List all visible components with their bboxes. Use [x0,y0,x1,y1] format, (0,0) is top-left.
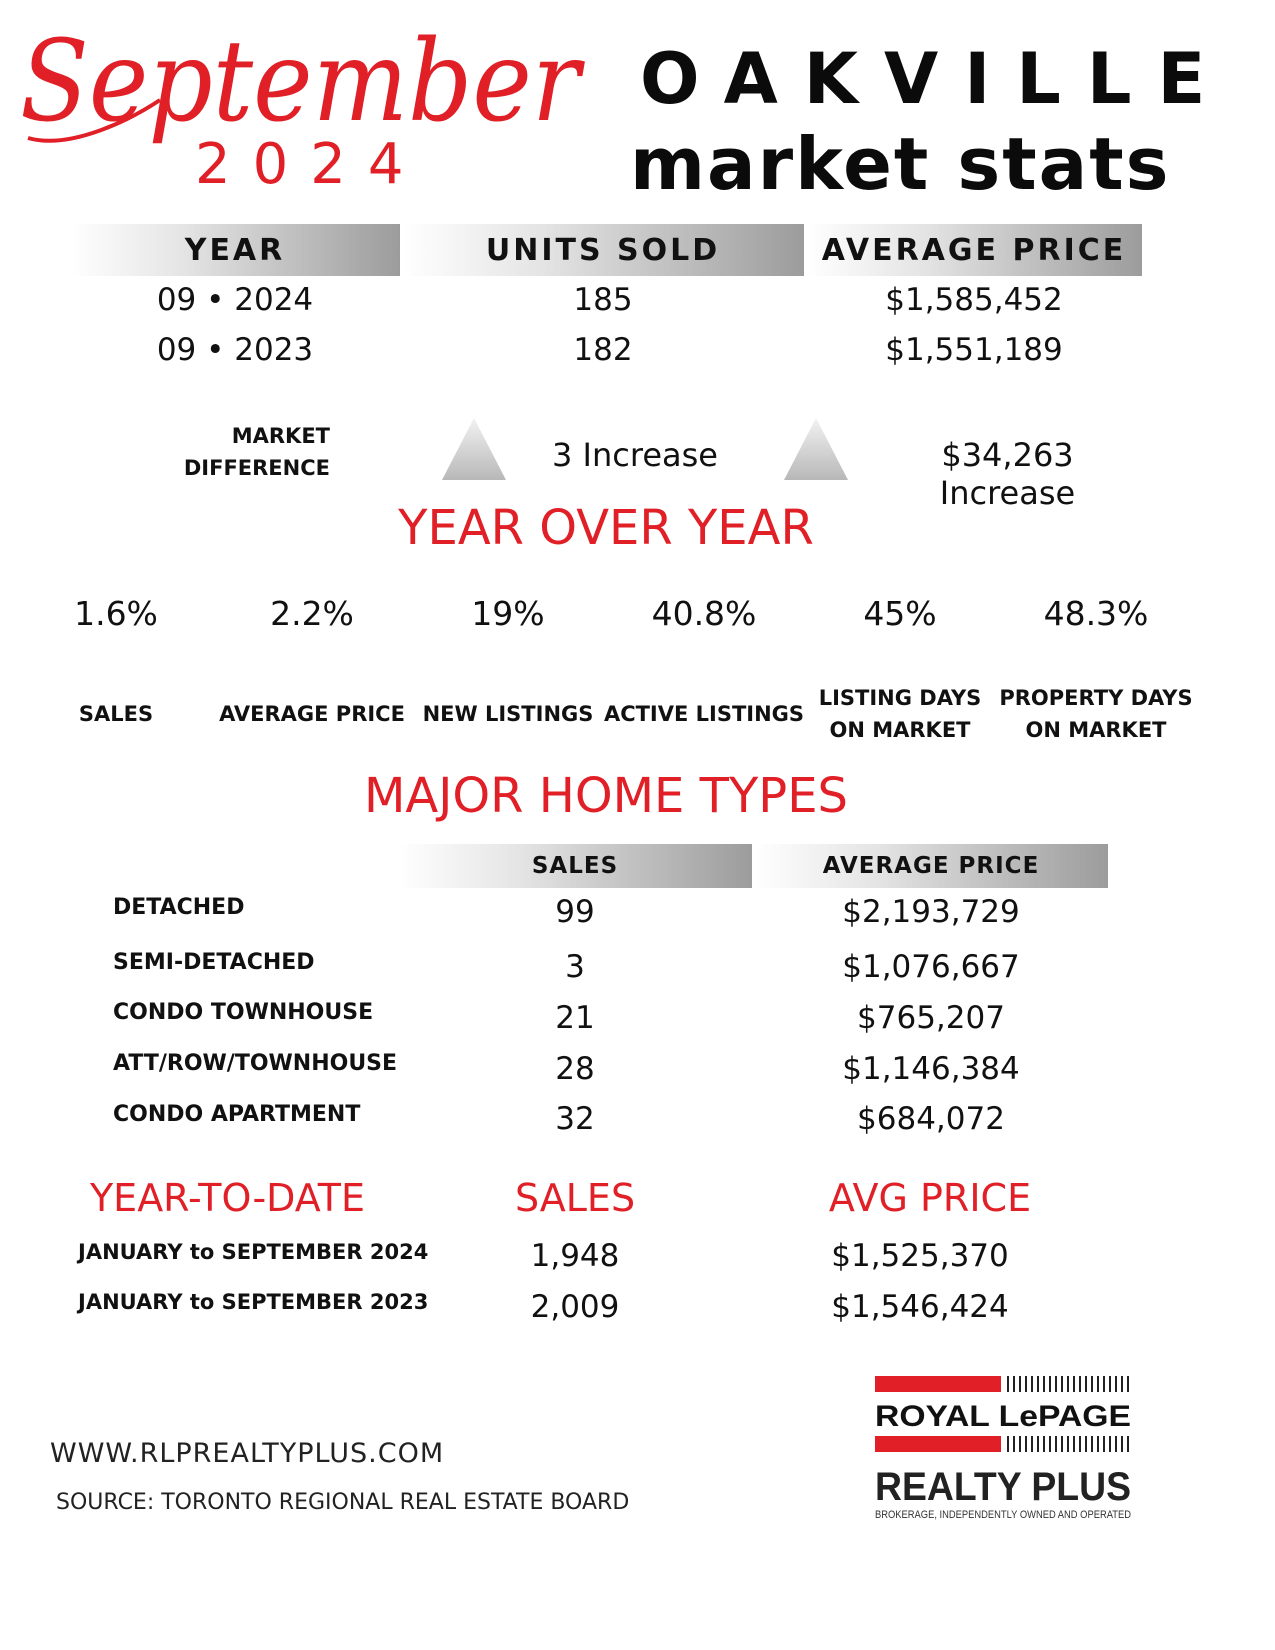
home-type-sales: 21 [555,1000,595,1036]
home-type-name: SEMI-DETACHED [113,950,315,975]
website-link[interactable]: WWW.RLPREALTYPLUS.COM [50,1438,445,1469]
yoy-new-listings-value: 19% [471,594,545,633]
increase-triangle-icon [784,418,848,480]
yoy-sales-value: 1.6% [74,594,158,633]
col-header-home-average-price: AVERAGE PRICE [754,844,1108,888]
market-difference-label-2: DIFFERENCE [183,456,330,480]
city-title: OAKVILLE [640,38,1232,120]
units-difference: 3 Increase [552,436,718,474]
ytd-sales: 2,009 [530,1289,620,1325]
ytd-price: $1,525,370 [831,1238,1009,1274]
price-difference: $34,263 Increase [939,436,1076,512]
yoy-listing-days-label [802,682,998,746]
home-type-name: CONDO APARTMENT [113,1102,361,1127]
summary-units-2023: 182 [573,332,633,368]
summary-price-2023: $1,551,189 [885,332,1063,368]
svg-text:REALTY PLUS: REALTY PLUS [875,1465,1131,1509]
home-type-price: $2,193,729 [842,894,1020,930]
increase-triangle-icon [442,418,506,480]
ytd-period: JANUARY to SEPTEMBER 2023 [78,1290,429,1314]
yoy-property-days-value: 48.3% [1043,594,1149,633]
summary-units-2024: 185 [573,282,633,318]
ytd-title: YEAR-TO-DATE [89,1176,366,1220]
summary-year-2023: 09 • 2023 [156,332,314,368]
royal-lepage-logo [872,1372,1137,1522]
ytd-sales-header: SALES [514,1176,636,1220]
yoy-listing-days-label-line1: LISTING DAYS [818,686,982,710]
col-header-home-sales: SALES [398,844,752,888]
month-text: September [20,17,586,147]
yoy-new-listings-label: NEW LISTINGS [422,702,594,726]
col-header-units-sold: UNITS SOLD [402,224,804,276]
home-types-title: MAJOR HOME TYPES [363,768,849,824]
svg-text:ROYAL LePAGE: ROYAL LePAGE [875,1400,1131,1433]
logo-graphic [872,1372,1137,1522]
page-subtitle: market stats [630,122,1171,206]
yoy-listing-days-value: 45% [863,594,937,633]
yoy-property-days-label [995,682,1197,746]
ytd-price-header: AVG PRICE [828,1176,1032,1220]
home-type-name: ATT/ROW/TOWNHOUSE [113,1051,398,1076]
source-note: SOURCE: TORONTO REGIONAL REAL ESTATE BOARD [56,1490,630,1515]
yoy-average-price-value: 2.2% [270,594,354,633]
yoy-property-days-label-line1: PROPERTY DAYS [999,686,1193,710]
home-type-sales: 28 [555,1051,595,1087]
svg-text:BROKERAGE, INDEPENDENTLY OWNED: BROKERAGE, INDEPENDENTLY OWNED AND OPERATED [875,1509,1132,1521]
col-header-average-price: AVERAGE PRICE [806,224,1142,276]
yoy-average-price-label: AVERAGE PRICE [219,702,405,726]
home-type-price: $1,146,384 [842,1051,1020,1087]
home-type-price: $684,072 [857,1101,1005,1137]
ytd-sales: 1,948 [530,1238,620,1274]
ytd-period: JANUARY to SEPTEMBER 2024 [78,1240,429,1264]
summary-year-2024: 09 • 2024 [156,282,314,318]
yoy-active-listings-label: ACTIVE LISTINGS [603,702,805,726]
summary-price-2024: $1,585,452 [885,282,1063,318]
home-type-name: DETACHED [113,895,245,920]
col-header-year: YEAR [70,224,400,276]
yoy-listing-days-label-line2: ON MARKET [829,718,971,742]
home-type-sales: 99 [555,894,595,930]
yoy-active-listings-value: 40.8% [651,594,757,633]
yoy-title: YEAR OVER YEAR [398,500,814,556]
yoy-property-days-label-line2: ON MARKET [1025,718,1167,742]
home-type-price: $765,207 [857,1000,1005,1036]
market-difference-label-1: MARKET [231,424,330,448]
home-type-sales: 32 [555,1101,595,1137]
home-type-sales: 3 [565,949,585,985]
ytd-price: $1,546,424 [831,1289,1009,1325]
home-type-name: CONDO TOWNHOUSE [113,1000,374,1025]
home-type-price: $1,076,667 [842,949,1020,985]
yoy-sales-label: SALES [78,702,154,726]
header-year: 2024 [195,132,426,197]
